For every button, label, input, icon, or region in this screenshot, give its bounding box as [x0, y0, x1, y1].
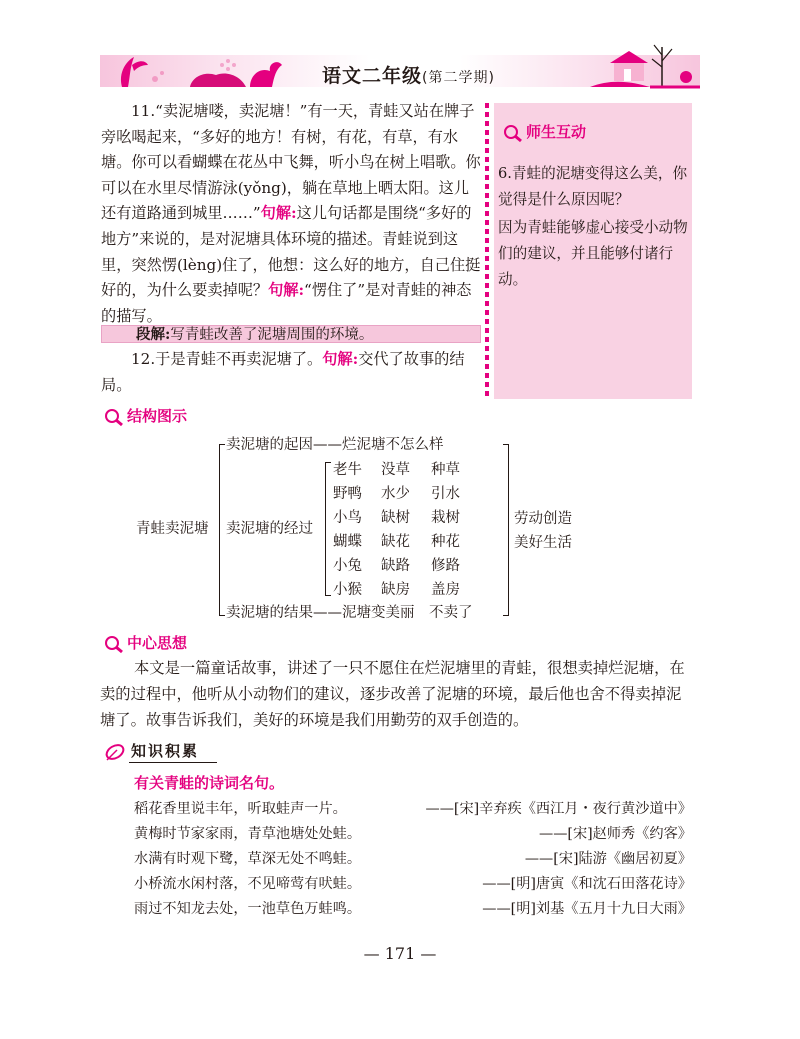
row-lack: 缺花: [381, 534, 410, 550]
poem-source: ——[宋]辛弃疾《西江月・夜行黄沙道中》: [425, 801, 692, 817]
header-title: 语文二年级(第二学期): [322, 65, 495, 87]
row-action: 盖房: [431, 582, 460, 598]
sidebar-title: 师生互动: [502, 121, 586, 143]
row-action: 修路: [431, 558, 460, 574]
diagram-cause: 卖泥塘的起因——烂泥塘不怎么样: [226, 437, 444, 453]
dotted-divider: [485, 103, 489, 398]
row-lack: 没草: [381, 462, 410, 478]
page-header: [100, 35, 700, 95]
row-lack: 缺路: [381, 558, 410, 574]
poem-line: 稻花香里说丰年，听取蛙声一片。: [134, 801, 347, 817]
row-action: 种草: [431, 462, 460, 478]
magnifier-icon: [103, 407, 125, 427]
paragraph-12: 12.于是青蛙不再卖泥塘了。句解:交代了故事的结局。: [101, 350, 465, 394]
sidebar-question: 6.青蛙的泥塘变得这么美，你觉得是什么原因呢？: [498, 165, 688, 208]
row-action: 引水: [431, 486, 460, 502]
poem-source: ——[宋]赵师秀《约客》: [539, 826, 692, 842]
sidebar-teacher-student: [494, 103, 692, 399]
row-lack: 水少: [381, 486, 410, 502]
knowledge-title: 知识积累: [103, 740, 199, 763]
diagram-brace-right: [503, 444, 509, 616]
segment-note: 段解:写青蛙改善了泥塘周围的环境。: [101, 325, 481, 343]
diagram-result: 卖泥塘的结果——泥塘变美丽 不卖了: [226, 605, 473, 621]
p11-note-2: “愣住了”是对青蛙的神态的描写。: [101, 281, 472, 325]
decorative-house-icon: [590, 35, 700, 95]
row-animal: 小兔: [333, 558, 362, 574]
title-underline: [129, 762, 217, 763]
row-action: 种花: [431, 534, 460, 550]
sentence-note-label: 句解:: [260, 204, 297, 223]
diagram-conclusion-1: 劳动创造: [514, 511, 572, 527]
poem-line: 水满有时观下鹭，草深无处不鸣蛙。: [134, 851, 362, 867]
magnifier-icon: [502, 123, 524, 143]
diagram-root: 青蛙卖泥塘: [136, 521, 209, 537]
row-lack: 缺树: [381, 510, 410, 526]
row-animal: 小猴: [333, 582, 362, 598]
diagram-brace-process: [325, 462, 331, 596]
p11-text: 11.“卖泥塘喽，卖泥塘！”有一天，青蛙又站在牌子旁吆喝起来，“多好的地方！有树，有花，有草，有水塘。你可以看蝴蝶在花丛中飞舞，听小鸟在树上唱歌。你可以在水里尽情游泳(yǒng)，躺在草地上晒太阳。这儿还有道路通到城里……”: [101, 102, 481, 223]
row-lack: 缺房: [381, 582, 410, 598]
poem-source: ——[明]刘基《五月十九日大雨》: [482, 901, 692, 917]
structure-title: 结构图示: [103, 405, 187, 427]
paragraph-11: [101, 99, 481, 329]
row-action: 栽树: [431, 510, 460, 526]
poem-source: ——[宋]陆游《幽居初夏》: [524, 851, 692, 867]
row-animal: 野鸭: [333, 486, 362, 502]
poem-line: 黄梅时节家家雨，青草池塘处处蛙。: [134, 826, 362, 842]
row-animal: 小鸟: [333, 510, 362, 526]
poem-source: ——[明]唐寅《和沈石田落花诗》: [482, 876, 692, 892]
row-animal: 老牛: [333, 462, 362, 478]
poem-line: 小桥流水闲村落，不见啼莺有吠蛙。: [134, 876, 362, 892]
center-title: 中心思想: [103, 632, 187, 654]
row-animal: 蝴蝶: [333, 534, 362, 550]
magnifier-icon: [103, 634, 125, 654]
diagram-brace-main: [219, 444, 225, 616]
center-text: 本文是一篇童话故事，讲述了一只不愿住在烂泥塘里的青蛙，很想卖掉烂泥塘，在卖的过程中，他听从小动物们的建议，逐步改善了泥塘的环境，最后他也舍不得卖掉泥塘了。故事告诉我们，美好的环境是我们用勤劳的双手创造的。: [100, 659, 685, 729]
poem-subtitle: 有关青蛙的诗词名句。: [134, 774, 285, 792]
poem-line: 雨过不知龙去处，一池草色万蛙鸣。: [134, 901, 362, 917]
page-number: — 171 —: [363, 944, 437, 963]
diagram-conclusion-2: 美好生活: [514, 535, 572, 551]
sentence-note-label: 句解:: [268, 281, 305, 300]
p11-note-1: 这儿句话都是围绕“多好的地方”来说的，是对泥塘具体环境的描述。青蛙说到这里，突然愣(lèng)住了，他想：这么好的地方，自己住挺好的，为什么要卖掉呢？: [101, 204, 481, 300]
diagram-process: 卖泥塘的经过: [226, 521, 313, 537]
feather-pen-icon: [103, 741, 129, 763]
decorative-leaves-icon: [100, 35, 300, 95]
sidebar-answer: 因为青蛙能够虚心接受小动物们的建议，并且能够付诸行动。: [498, 219, 688, 288]
